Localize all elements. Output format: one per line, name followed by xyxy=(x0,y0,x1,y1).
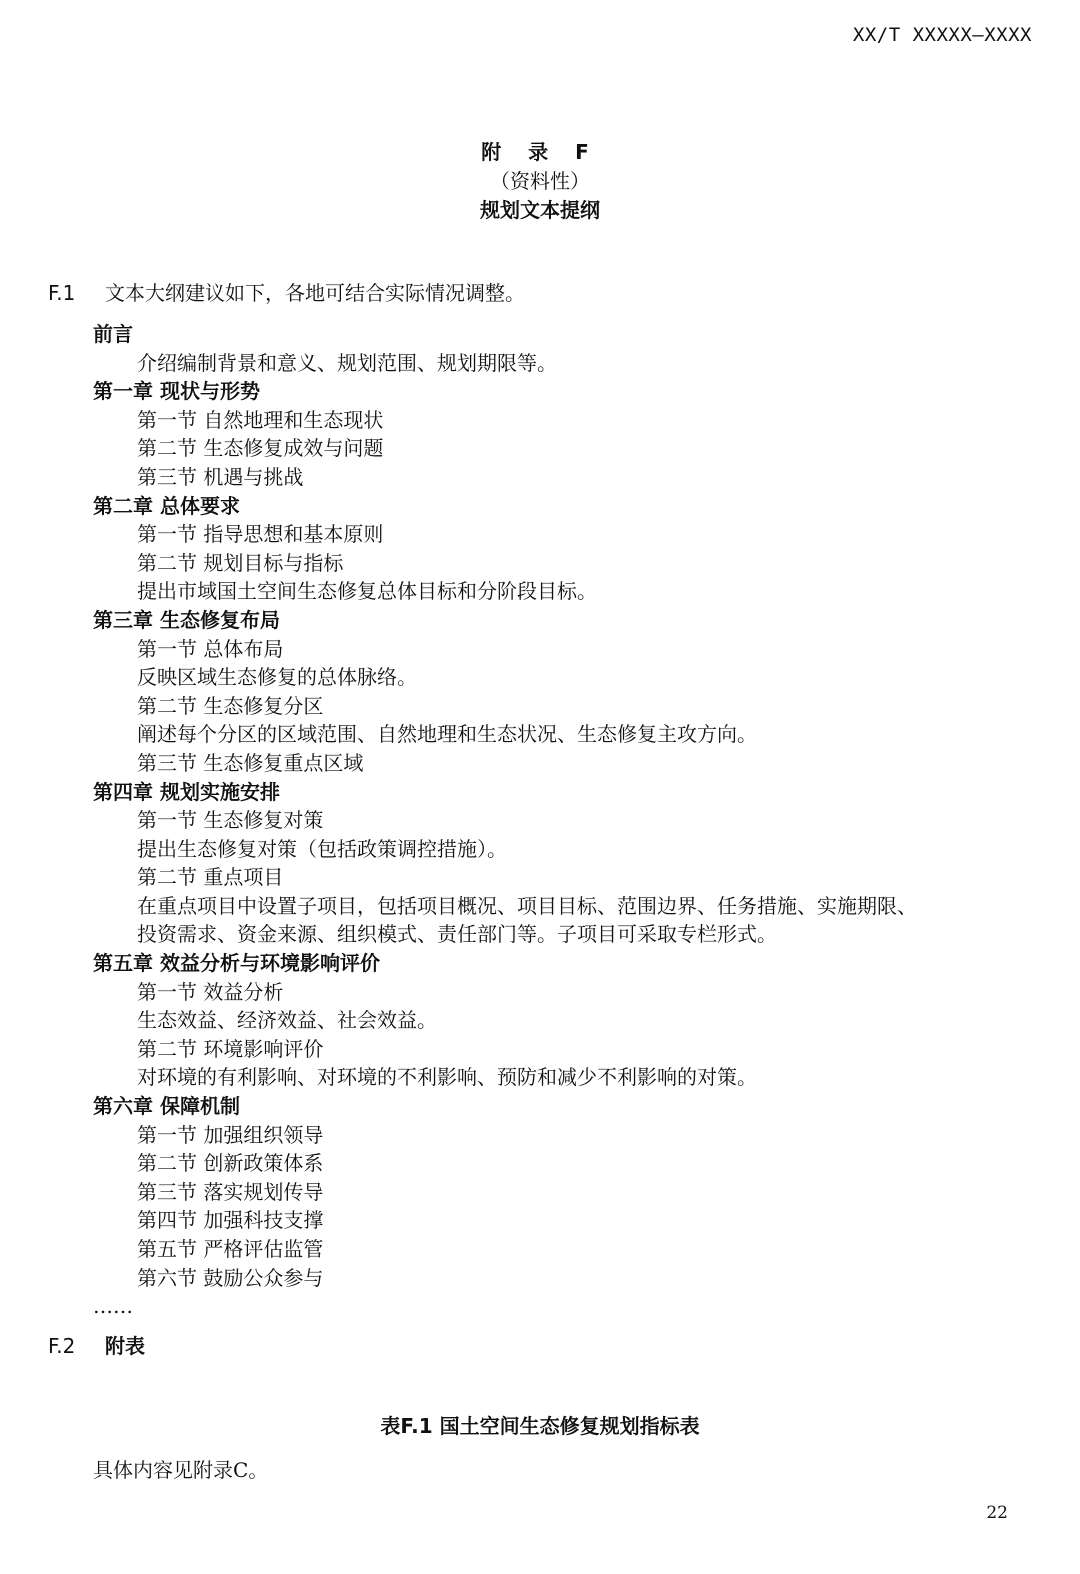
document-code: XX/T XXXXX—XXXX xyxy=(852,24,1032,46)
outline-section: 第二节 重点项目 xyxy=(137,865,284,890)
outline-chapter: 第三章 生态修复布局 xyxy=(93,607,280,632)
outline-chapter: 第五章 效益分析与环境影响评价 xyxy=(93,951,380,976)
text-outline xyxy=(0,320,1080,1321)
page-number: 22 xyxy=(986,1503,1008,1523)
outline-section: 第二节 创新政策体系 xyxy=(137,1151,324,1176)
outline-chapter: 前言 xyxy=(93,322,133,346)
annex-heading xyxy=(0,138,1080,225)
outline-section: 第三节 落实规划传导 xyxy=(137,1179,324,1204)
outline-chapter: 第一章 现状与形势 xyxy=(93,379,260,404)
outline-chapter: 第四章 规划实施安排 xyxy=(93,779,280,804)
outline-section: 第一节 效益分析 xyxy=(137,979,284,1004)
outline-body: 介绍编制背景和意义、规划范围、规划期限等。 xyxy=(137,350,557,375)
outline-section: 第六节 鼓励公众参与 xyxy=(137,1265,324,1290)
outline-chapter: 第六章 保障机制 xyxy=(93,1094,240,1119)
clause-f1-text: 文本大纲建议如下，各地可结合实际情况调整。 xyxy=(105,281,525,305)
clause-f1-number: F.1 xyxy=(48,281,76,305)
outline-body: 生态效益、经济效益、社会效益。 xyxy=(137,1008,437,1033)
outline-body: 提出生态修复对策（包括政策调控措施）。 xyxy=(137,836,507,861)
clause-f1 xyxy=(48,279,525,307)
outline-section: 第四节 加强科技支撑 xyxy=(137,1208,324,1233)
annex-title: 规划文本提纲 xyxy=(480,198,600,222)
table-note: 具体内容见附录C。 xyxy=(93,1458,269,1482)
outline-body: 反映区域生态修复的总体脉络。 xyxy=(137,665,417,690)
outline-section: 第一节 自然地理和生态现状 xyxy=(137,407,384,432)
annex-label: 附 录 F xyxy=(481,140,599,164)
outline-section: 第二节 环境影响评价 xyxy=(137,1036,324,1061)
outline-section: 第三节 生态修复重点区域 xyxy=(137,750,364,775)
outline-section: 第五节 严格评估监管 xyxy=(137,1237,324,1261)
outline-section: 第二节 规划目标与指标 xyxy=(137,550,344,575)
outline-section: 第二节 生态修复分区 xyxy=(137,693,324,718)
clause-f2-title: 附表 xyxy=(105,1334,145,1358)
outline-section: 第一节 生态修复对策 xyxy=(137,808,324,833)
outline-section: 第一节 加强组织领导 xyxy=(137,1122,324,1147)
outline-section: 第三节 机遇与挑战 xyxy=(137,464,304,489)
table-caption: 表F.1 国土空间生态修复规划指标表 xyxy=(380,1414,700,1438)
outline-body: 在重点项目中设置子项目，包括项目概况、项目目标、范围边界、任务措施、实施期限、 xyxy=(137,893,917,918)
clause-f2-number: F.2 xyxy=(48,1334,76,1358)
outline-section: 第二节 生态修复成效与问题 xyxy=(137,436,384,461)
outline-section: 第一节 指导思想和基本原则 xyxy=(137,522,384,547)
outline-ellipsis: …… xyxy=(93,1294,133,1319)
outline-section: 第一节 总体布局 xyxy=(137,636,284,661)
outline-chapter: 第二章 总体要求 xyxy=(93,493,240,518)
outline-body: 阐述每个分区的区域范围、自然地理和生态状况、生态修复主攻方向。 xyxy=(137,722,757,747)
outline-body: 对环境的有利影响、对环境的不利影响、预防和减少不利影响的对策。 xyxy=(137,1065,757,1090)
annex-type: （资料性） xyxy=(490,169,590,193)
outline-body: 投资需求、资金来源、组织模式、责任部门等。子项目可采取专栏形式。 xyxy=(137,922,777,947)
outline-body: 提出市域国土空间生态修复总体目标和分阶段目标。 xyxy=(137,579,597,604)
clause-f2 xyxy=(48,1332,145,1360)
